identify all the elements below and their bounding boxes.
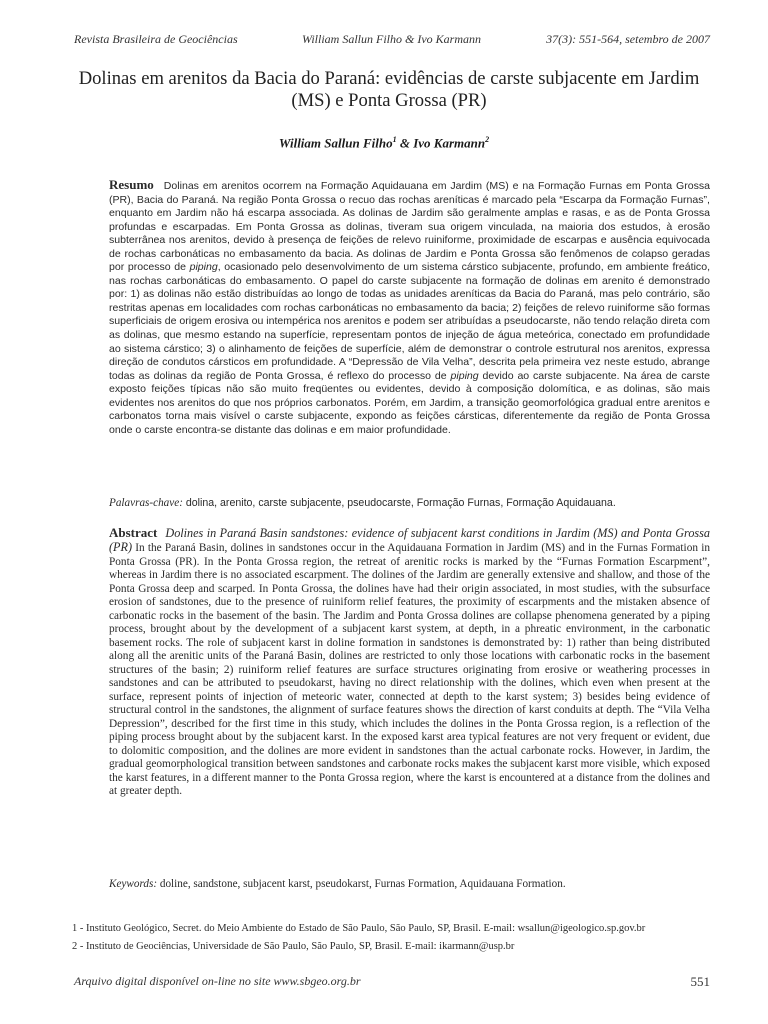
resumo-text: devido ao carste subjacente. Na área de carste exposto feições típicas não são muito freqüentes ou evidentes, devido à composição dolomítica, e as dolinas, são mais evidentes nos arenitos do que nos próprios carbonatos. Porém, em Jardim, a transição geomorfológica gradual entre arenitos e carbonatos torna mais visível o carste subjacente, expondo as feições cársticas, diferentemente da região de Ponta Grossa onde o carste encontra-se distante das dolinas e em maior profundidade. xyxy=(109,369,710,436)
header-volume: 37(3): 551-564, setembro de 2007 xyxy=(546,32,710,46)
abstract-title: Dolines in Paraná Basin sandstones: evidence of subjacent karst conditions in Jardim (MS) and Ponta Grossa (PR) xyxy=(109,526,710,555)
resumo-text: Dolinas em arenitos ocorrem na Formação Aquidauana em Jardim (MS) e na Formação Furnas em Ponta Grossa (PR), Bacia do Paraná. Na região Ponta Grossa o recuo das rochas areníticas é marcado pela “Escarpa da Formação Furnas”, enquanto em Jardim não há escarpa associada. As dolinas de Jardim são geralmente amplas e rasas, e as de Ponta Grossa profundas e escarpadas. Em Ponta Grossa as dolinas, tiveram sua origem vinculada, na maioria dos estudos, à erosão subterrânea nos arenitos, devido à presença de feições de relevo ruiniforme, proximidade de escarpas e ausência equivocada de rochas carbonáticas no embasamento da bacia. As dolinas de Jardim e Ponta Grossa são fenômenos de colapso geradas por processo de xyxy=(109,180,710,274)
keywords-text: doline, sandstone, subjacent karst, pseudokarst, Furnas Formation, Aquidauana Formation. xyxy=(157,878,566,890)
affiliation-footnotes xyxy=(72,920,710,956)
keywords-label: Keywords: xyxy=(109,878,158,890)
abstract-section xyxy=(109,526,710,799)
author-name: William Sallun Filho xyxy=(278,135,393,151)
archive-note: Arquivo digital disponível on-line no site www.sbgeo.org.br xyxy=(74,974,361,988)
palavras-chave xyxy=(109,497,710,509)
resumo-term: piping xyxy=(189,261,218,274)
header-authors: William Sallun Filho & Ivo Karmann xyxy=(302,32,481,46)
header-journal: Revista Brasileira de Geociências xyxy=(74,32,238,46)
affiliation-marker: 1 xyxy=(392,135,397,144)
resumo-text: , ocasionado pelo desenvolvimento de um sistema cárstico subjacente, profundo, em ambiente freático, nas rochas carbonáticas do embasamento. O papel do carste subjacente na formação de dolinas em arenito é demonstrado por: 1) as dolinas não estão distribuídas ao longo de todas as unidades areníticas da Bacia do Paraná, mas pelo contrário, são restritas apenas em localidades com rochas carbonáticas no embasamento da bacia; 2) feições de relevo ruiniforme são formas superficiais de origem erosiva ou intempérica nos arenitos e podem ser atribuídas a pseudocarste, não tendo relação direta com as dolinas, que mesmo estando na superfície, representam pontos de injeção de água meteórica, conectado em profundidade ao sistema cárstico; 3) o alinhamento de feições de superfície, além de demonstrar o controle estrutural nos arenitos, expressa direção de condutos cársticos em profundidade. A “Depressão de Vila Velha”, descrita pela primeira vez neste estudo, abrange todas as dolinas da região de Ponta Grossa, é reflexo do processo de xyxy=(109,261,711,382)
resumo-section xyxy=(109,178,710,437)
palavras-chave-text: dolina, arenito, carste subjacente, pseudocarste, Formação Furnas, Formação Aquidauana. xyxy=(182,497,616,509)
author-line xyxy=(0,135,768,151)
abstract-text: In the Paraná Basin, dolines in sandstones occur in the Aquidauana Formation in Jardim (MS) and in the Furnas Formation in Ponta Grossa (PR). In the Ponta Grossa region, the retreat of arenitic rocks is marked by the “Furnas Formation Escarpment”, whereas in Jardim there is no associated escarpment. The dolines of the Jardim are generally extensive and shallow, and those of the Ponta Grossa deep and scarped. In Ponta Grossa, the dolines have had their origin associated, in most studies, with the subsurface erosion of sandstones, due to the presence of ruiniform relief features, the proximity of escarpments and the mistaken absence of carbonatic rocks in the basement of the basin. The Jardim and Ponta Grossa dolines are collapse phenomena generated by a piping process, brought about by the development of a subjacent karst system, at depth, in a phreatic environment, in the carbonatic basement rocks. The role of subjacent karst in doline formation in sandstones is demonstrated by: 1) rather than being distributed along all the arenitic units of the Paraná Basin, dolines are restricted to only those locations with carbonatic rocks in the basement structures of the basin; 2) ruiniform relief features are surface structures originating from erosive or weathering processes in sandstones and can be attributed to pseudokarst, having no direct relationship with the dolines, which even when present at the surface, represent points of injection of meteoric water, connected at depth to the karst system; 3) besides being evidence of structural control in the sandstones, the alignment of surface features shows the direction of karst conduits at depth. The “Vila Velha Depression”, described for the first time in this study, which includes the dolines in the Ponta Grossa region, is a reflection of the piping process brought about by the subjacent karst. In the exposed karst area typical features are not very frequent or evident, due to dolomitic composition, and the dolines are more evident in sandstones than the actual carbonate rocks. However, in Jardim, the gradual geomorphological transition between sandstones and carbonate rocks makes the subjacent karst more visible, which exposed the karst features, in a different manner to the Ponta Grossa region, where the karst is encountered at a distance from the dolines and at greater depth. xyxy=(109,542,710,798)
resumo-heading: Resumo xyxy=(109,177,154,192)
affiliation-marker: 2 xyxy=(485,135,490,144)
keywords xyxy=(109,878,710,890)
article-title: Dolinas em arenitos da Bacia do Paraná: evidências de carste subjacente em Jardim (MS) e Ponta Grossa (PR) xyxy=(78,68,700,111)
palavras-chave-label: Palavras-chave: xyxy=(109,497,183,509)
resumo-term: piping xyxy=(450,369,479,382)
abstract-heading: Abstract xyxy=(109,525,158,540)
footnote: 2 - Instituto de Geociências, Universidade de São Paulo, São Paulo, SP, Brasil. E-mail: ikarmann@usp.br xyxy=(72,941,515,952)
author-name: Ivo Karmann xyxy=(413,135,486,151)
author-separator: & xyxy=(396,135,414,151)
footnote: 1 - Instituto Geológico, Secret. do Meio Ambiente do Estado de São Paulo, São Paulo, SP, Brasil. E-mail: wsallun@igeologico.sp.gov.br xyxy=(72,923,646,934)
page-number: 551 xyxy=(690,974,710,989)
